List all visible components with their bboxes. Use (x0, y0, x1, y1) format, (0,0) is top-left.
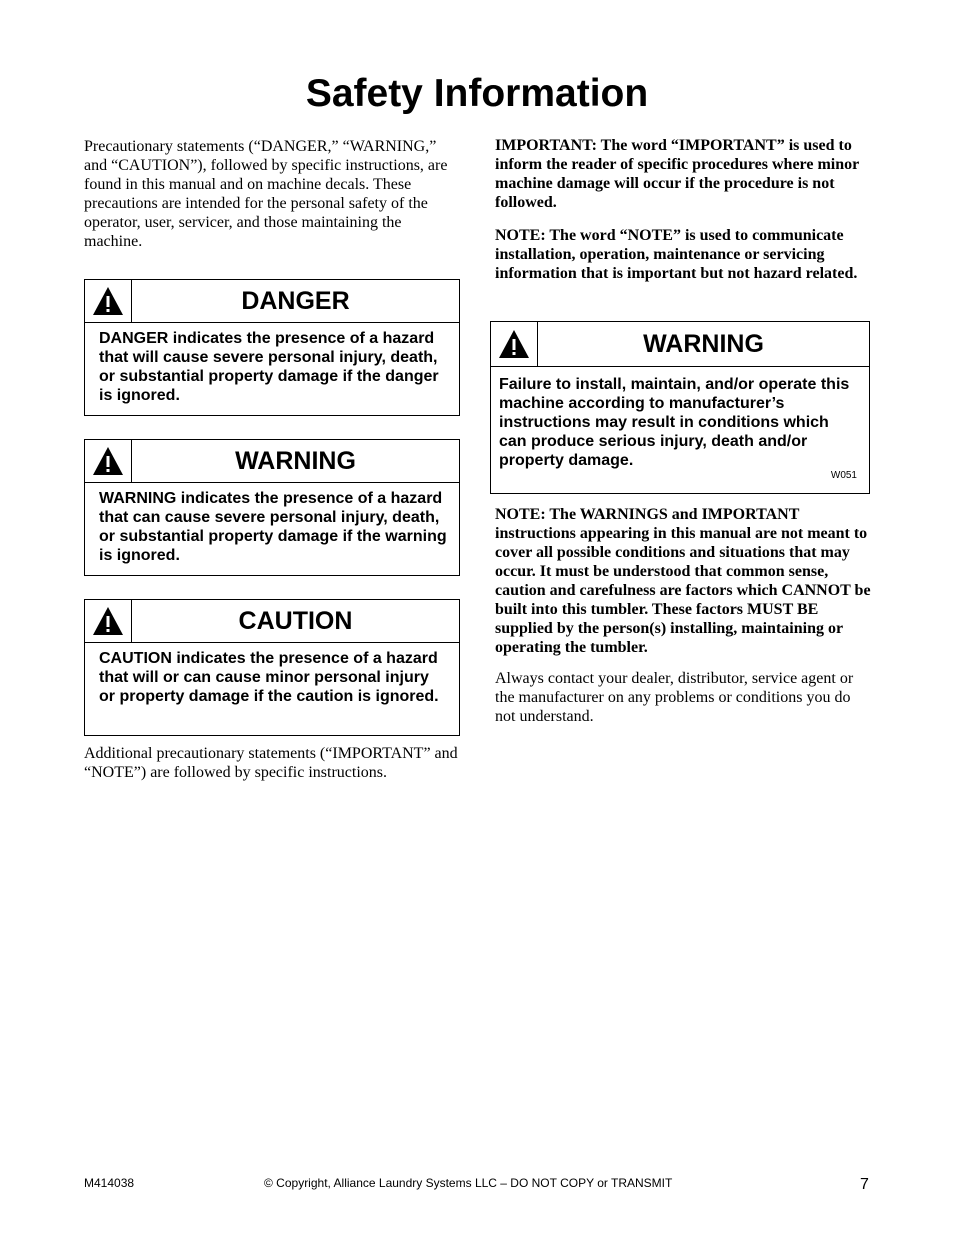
copyright-notice: © Copyright, Alliance Laundry Systems LLC – DO NOT COPY or TRANSMIT (264, 1176, 673, 1190)
caution-label: CAUTION (238, 607, 353, 635)
intro-paragraph: Precautionary statements (“DANGER,” “WARNING,” and “CAUTION”), followed by specific instructions, are found in this manual and on machine decals. These precautions are intended for the personal safety of the operator, user, servicer, and those maintaining the machine. (84, 138, 448, 250)
warning-w051-label: WARNING (643, 330, 764, 358)
warning-triangle-icon (85, 600, 132, 642)
danger-box-header (85, 280, 459, 323)
warning-box-w051 (490, 321, 870, 494)
warning-w051-text: Failure to install, maintain, and/or operate this machine according to manufacturer’s instructions may result in conditions which can produce serious injury, death and/or property damage. (499, 376, 850, 469)
danger-label: DANGER (241, 287, 350, 315)
warning-label: WARNING (235, 447, 356, 475)
caution-box-header (85, 600, 459, 643)
warning-triangle-icon (85, 440, 132, 482)
doc-number: M414038 (84, 1176, 135, 1190)
danger-text: DANGER indicates the presence of a hazard that will cause severe personal injury, death, or substantial property damage if the danger is ignored. (99, 330, 439, 404)
warning-box (84, 439, 460, 576)
important-paragraph: IMPORTANT: The word “IMPORTANT” is used to inform the reader of specific procedures where minor machine damage will occur if the procedure is not followed. (495, 137, 859, 211)
warning-triangle-icon (491, 322, 538, 366)
warning-text: WARNING indicates the presence of a hazard that can cause severe personal injury, death, or substantial property damage if the warning is ignored. (99, 490, 447, 564)
warning-box-header (85, 440, 459, 483)
warning-triangle-icon (85, 280, 132, 322)
page-title: Safety Information (305, 72, 649, 115)
warning-box-w051-header (491, 322, 869, 367)
note2-paragraph: NOTE: The WARNINGS and IMPORTANT instructions appearing in this manual are not meant to cover all possible conditions and situations that may occur. It must be understood that common sense, caution and carefulness are factors which CANNOT be built into this tumbler. These factors MUST BE supplied by the person(s) installing, maintaining or operating the tumbler. (495, 506, 871, 656)
danger-box (84, 279, 460, 416)
note-paragraph: NOTE: The word “NOTE” is used to communicate installation, operation, maintenance or servicing information that is important but not hazard related. (495, 227, 858, 282)
additional-paragraph: Additional precautionary statements (“IMPORTANT” and “NOTE”) are followed by specific instructions. (84, 745, 458, 781)
contact-paragraph: Always contact your dealer, distributor, service agent or the manufacturer on any problems or conditions you do not understand. (495, 670, 854, 725)
warning-code: W051 (830, 470, 857, 481)
caution-text: CAUTION indicates the presence of a hazard that will or can cause minor personal injury or property damage if the caution is ignored. (99, 650, 439, 705)
caution-box (84, 599, 460, 736)
page-number: 7 (860, 1176, 869, 1193)
